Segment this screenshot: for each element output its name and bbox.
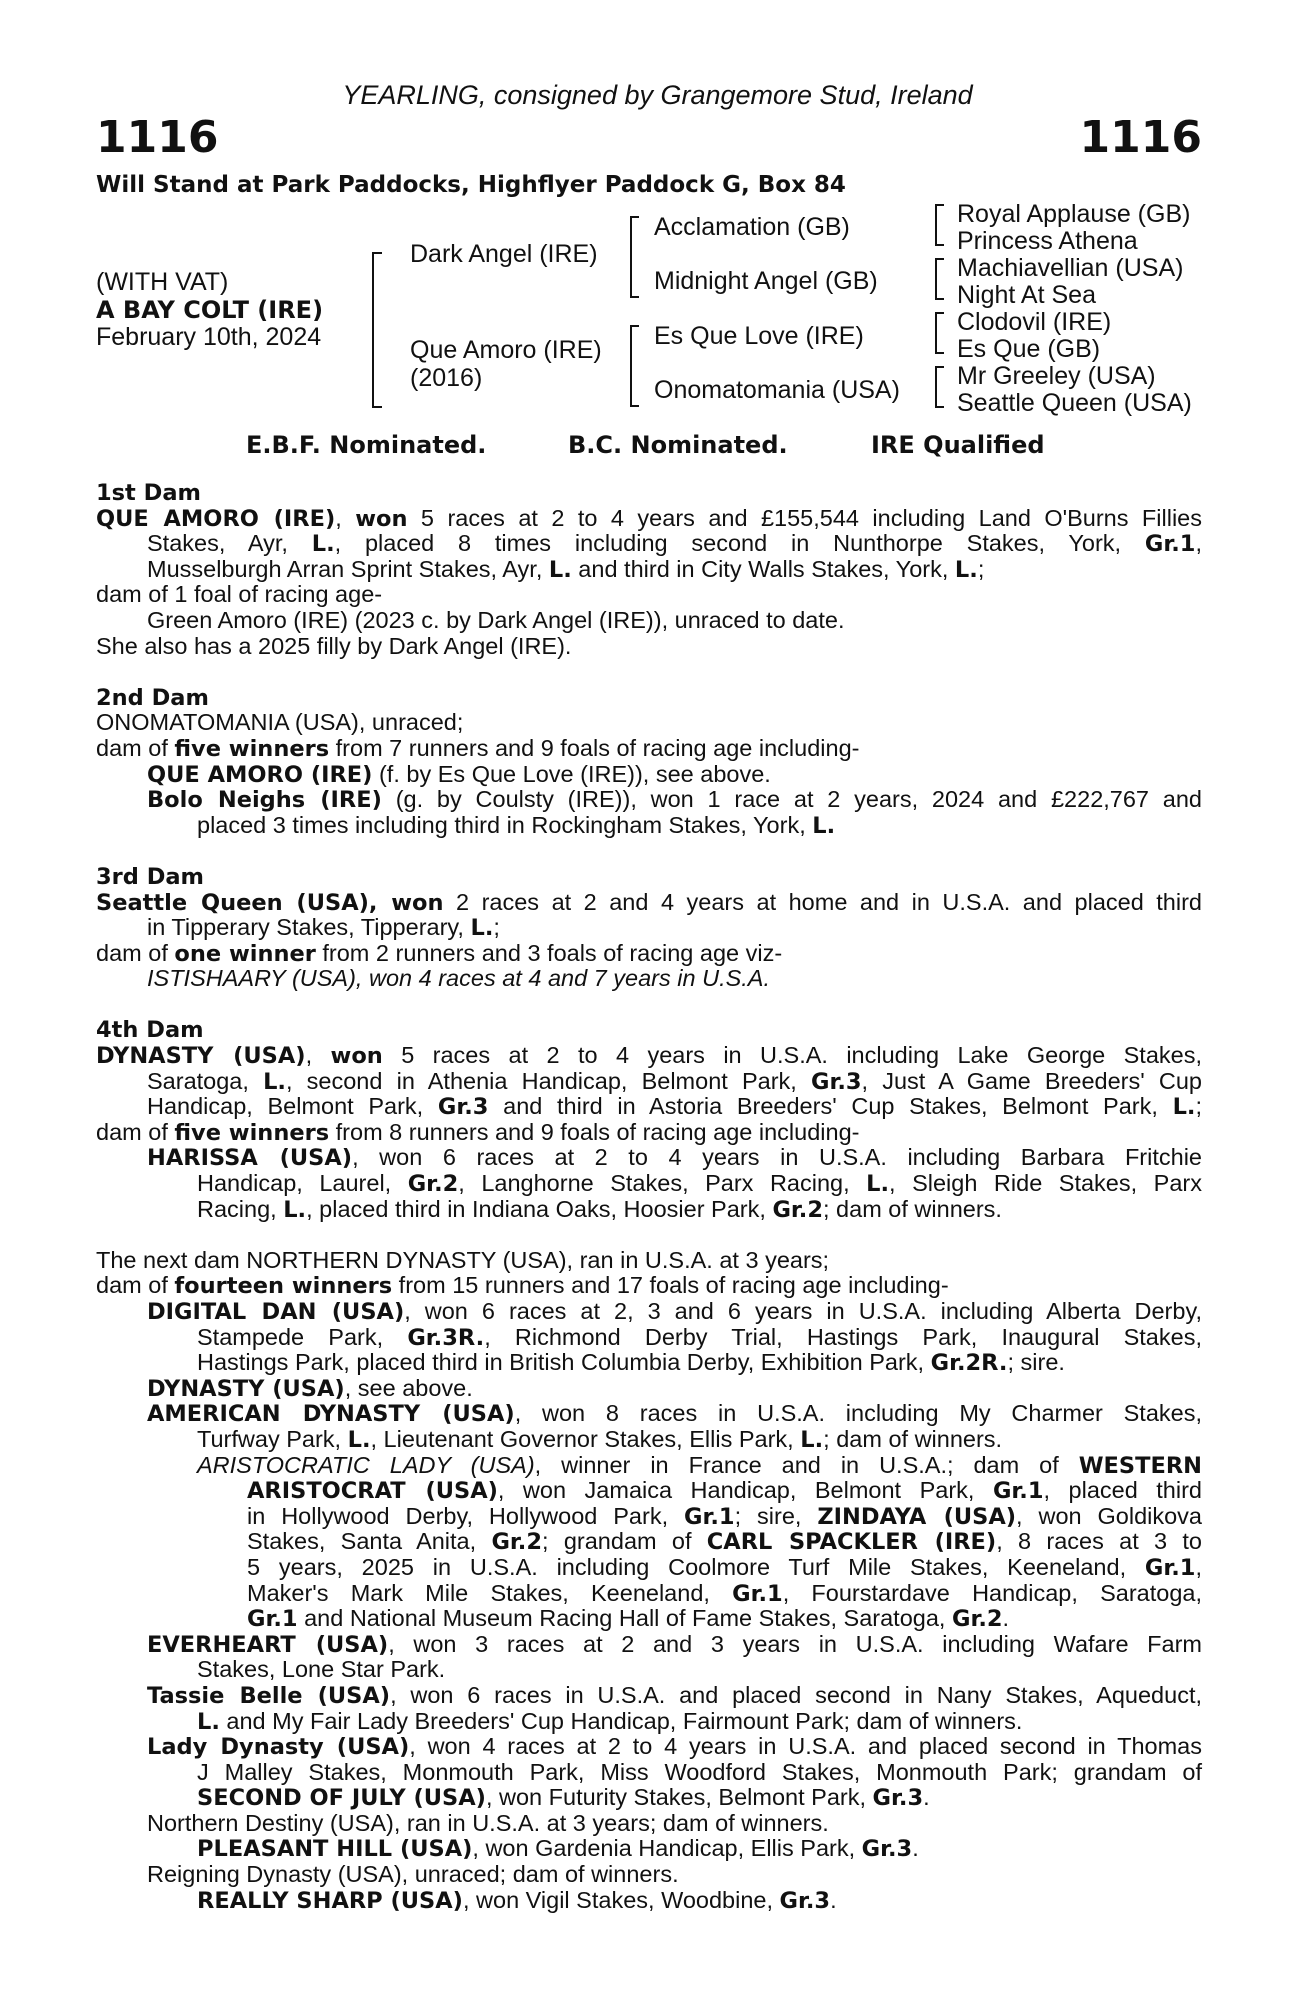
next-dam-line: Maker's Mark Mile Stakes, Keeneland, Gr.1, Fourstardave Handicap, Saratoga, bbox=[247, 1579, 1202, 1607]
next-dam-line: Northern Destiny (USA), ran in U.S.A. at 3 years; dam of winners. bbox=[147, 1809, 829, 1836]
sire-name: Dark Angel (IRE) bbox=[410, 240, 598, 268]
dam-year: (2016) bbox=[410, 364, 483, 392]
fourth-dam-line: DYNASTY (USA), won 5 races at 2 to 4 years in U.S.A. including Lake George Stakes, bbox=[96, 1042, 1203, 1070]
next-dam-line: Stakes, Santa Anita, Gr.2; grandam of CARL SPACKLER (IRE), 8 races at 3 to bbox=[247, 1528, 1202, 1556]
ped-sds: Machiavellian (USA) bbox=[957, 254, 1184, 282]
next-dam-line: J Malley Stakes, Monmouth Park, Miss Woodford Stakes, Monmouth Park; grandam of bbox=[197, 1758, 1202, 1785]
first-dam-line: She also has a 2025 filly by Dark Angel (IRE). bbox=[96, 632, 572, 659]
second-dam-line: placed 3 times including third in Rockingham Stakes, York, L. bbox=[197, 811, 836, 839]
third-dam-line: Seattle Queen (USA), won 2 races at 2 and 4 years at home and in U.S.A. and placed third bbox=[96, 888, 1202, 916]
ped-dsd: Es Que (GB) bbox=[957, 335, 1101, 363]
fourth-dam-line: Racing, L., placed third in Indiana Oaks, Hoosier Park, Gr.2; dam of winners. bbox=[197, 1195, 1002, 1223]
first-dam-heading: 1st Dam bbox=[96, 480, 201, 506]
next-dam-line: in Hollywood Derby, Hollywood Park, Gr.1; sire, ZINDAYA (USA), won Goldikova bbox=[247, 1502, 1202, 1530]
first-dam-line: Stakes, Ayr, L., placed 8 times including second in Nunthorpe Stakes, York, Gr.1, bbox=[147, 530, 1202, 558]
lot-number-right: 1116 bbox=[1079, 112, 1202, 163]
bracket-ds bbox=[935, 312, 944, 354]
dam-bracket bbox=[630, 325, 639, 407]
next-dam-line: The next dam NORTHERN DYNASTY (USA), ran in U.S.A. at 3 years; bbox=[96, 1246, 830, 1273]
fourth-dam-heading: 4th Dam bbox=[96, 1017, 204, 1044]
vat-note: (WITH VAT) bbox=[96, 268, 229, 296]
next-dam-line: Reigning Dynasty (USA), unraced; dam of winners. bbox=[147, 1861, 679, 1888]
next-dam-line: ARISTOCRATIC LADY (USA), winner in France and in U.S.A.; dam of WESTERN bbox=[197, 1451, 1202, 1479]
ped-dss: Clodovil (IRE) bbox=[957, 308, 1112, 336]
next-dam-line: DYNASTY (USA), see above. bbox=[147, 1374, 473, 1402]
next-dam-line: SECOND OF JULY (USA), won Futurity Stakes, Belmont Park, Gr.3. bbox=[197, 1784, 930, 1812]
fourth-dam-line: HARISSA (USA), won 6 races at 2 to 4 years in U.S.A. including Barbara Fritchie bbox=[147, 1144, 1202, 1172]
stand-location: Will Stand at Park Paddocks, Highflyer Paddock G, Box 84 bbox=[96, 172, 846, 198]
third-dam-heading: 3rd Dam bbox=[96, 863, 204, 890]
foaling-date: February 10th, 2024 bbox=[96, 323, 322, 351]
next-dam-line: Lady Dynasty (USA), won 4 races at 2 to 4 years in U.S.A. and placed second in Thomas bbox=[147, 1733, 1202, 1761]
fourth-dam-line: Handicap, Laurel, Gr.2, Langhorne Stakes, Parx Racing, L., Sleigh Ride Stakes, Parx bbox=[197, 1170, 1202, 1198]
next-dam-line: Stampede Park, Gr.3R., Richmond Derby Trial, Hastings Park, Inaugural Stakes, bbox=[197, 1323, 1202, 1351]
second-dam-line: QUE AMORO (IRE) (f. by Es Que Love (IRE)), see above. bbox=[147, 760, 771, 788]
next-dam-line: 5 years, 2025 in U.S.A. including Coolmore Turf Mile Stakes, Keeneland, Gr.1, bbox=[247, 1553, 1202, 1581]
bracket-dd bbox=[935, 366, 944, 408]
fourth-dam-line: Handicap, Belmont Park, Gr.3 and third in Astoria Breeders' Cup Stakes, Belmont Park, L.; bbox=[147, 1093, 1202, 1121]
ebf-nomination: E.B.F. Nominated. bbox=[246, 431, 487, 459]
next-dam-line: dam of fourteen winners from 15 runners and 17 foals of racing age including- bbox=[96, 1272, 949, 1300]
third-dam-line: ISTISHAARY (USA), won 4 races at 4 and 7 years in U.S.A. bbox=[147, 965, 771, 992]
sire-sire: Acclamation (GB) bbox=[654, 213, 850, 241]
horse-name: A BAY COLT (IRE) bbox=[96, 296, 324, 324]
second-dam-line: Bolo Neighs (IRE) (g. by Coulsty (IRE)), won 1 race at 2 years, 2024 and £222,767 and bbox=[147, 786, 1202, 814]
catalogue-text bbox=[96, 480, 1202, 1913]
next-dam-line: Hastings Park, placed third in British Columbia Derby, Exhibition Park, Gr.2R.; sire. bbox=[197, 1349, 1065, 1377]
second-dam-line: ONOMATOMANIA (USA), unraced; bbox=[96, 709, 464, 736]
second-dam-heading: 2nd Dam bbox=[96, 684, 209, 711]
next-dam-line: Tassie Belle (USA), won 6 races in U.S.A. and placed second in Nany Stakes, Aqueduct, bbox=[147, 1681, 1202, 1709]
first-dam-line: QUE AMORO (IRE), won 5 races at 2 to 4 years and £155,544 including Land O'Burns Fillies bbox=[96, 504, 1202, 532]
fourth-dam-line: Saratoga, L., second in Athenia Handicap, Belmont Park, Gr.3, Just A Game Breeders' Cup bbox=[147, 1067, 1203, 1095]
ped-ddd: Seattle Queen (USA) bbox=[957, 389, 1192, 417]
third-dam-line: dam of one winner from 2 runners and 3 foals of racing age viz- bbox=[96, 939, 783, 967]
first-dam-line: Green Amoro (IRE) (2023 c. by Dark Angel (IRE)), unraced to date. bbox=[147, 606, 845, 633]
ped-sdd: Night At Sea bbox=[957, 281, 1096, 309]
next-dam-line: REALLY SHARP (USA), won Vigil Stakes, Woodbine, Gr.3. bbox=[197, 1886, 837, 1914]
next-dam-line: PLEASANT HILL (USA), won Gardenia Handicap, Ellis Park, Gr.3. bbox=[197, 1835, 919, 1863]
next-dam-line: DIGITAL DAN (USA), won 6 races at 2, 3 and 6 years in U.S.A. including Alberta Derby, bbox=[147, 1298, 1202, 1325]
sire-dam: Midnight Angel (GB) bbox=[654, 267, 878, 295]
sire-bracket bbox=[630, 216, 639, 298]
next-dam-line: EVERHEART (USA), won 3 races at 2 and 3 years in U.S.A. including Wafare Farm bbox=[147, 1630, 1203, 1658]
bracket-sd bbox=[935, 258, 944, 300]
first-dam-line: Musselburgh Arran Sprint Stakes, Ayr, L. and third in City Walls Stakes, York, L.; bbox=[147, 555, 985, 583]
second-dam-line: dam of five winners from 7 runners and 9 foals of racing age including- bbox=[96, 734, 860, 762]
next-dam-line: L. and My Fair Lady Breeders' Cup Handicap, Fairmount Park; dam of winners. bbox=[197, 1707, 1023, 1735]
bc-nomination: B.C. Nominated. bbox=[568, 431, 788, 459]
next-dam-line: Turfway Park, L., Lieutenant Governor Stakes, Ellis Park, L.; dam of winners. bbox=[197, 1425, 1003, 1453]
next-dam-line: Gr.1 and National Museum Racing Hall of Fame Stakes, Saratoga, Gr.2. bbox=[247, 1605, 1010, 1633]
bracket-ss bbox=[935, 204, 944, 246]
next-dam-line: AMERICAN DYNASTY (USA), won 8 races in U.S.A. including My Charmer Stakes, bbox=[147, 1400, 1202, 1428]
fourth-dam-line: dam of five winners from 8 runners and 9 foals of racing age including- bbox=[96, 1118, 860, 1146]
lot-number-left: 1116 bbox=[96, 112, 219, 163]
next-dam-line: ARISTOCRAT (USA), won Jamaica Handicap, Belmont Park, Gr.1, placed third bbox=[247, 1477, 1202, 1505]
ped-dds: Mr Greeley (USA) bbox=[957, 362, 1156, 390]
dam-dam: Onomatomania (USA) bbox=[654, 376, 900, 404]
ped-sss: Royal Applause (GB) bbox=[957, 200, 1191, 228]
consignor-subtitle: YEARLING, consigned by Grangemore Stud, Ireland bbox=[342, 80, 973, 110]
dam-name: Que Amoro (IRE) bbox=[410, 336, 602, 364]
main-bracket bbox=[372, 252, 382, 408]
first-dam-line: dam of 1 foal of racing age- bbox=[96, 581, 383, 608]
ped-ssd: Princess Athena bbox=[957, 227, 1138, 255]
third-dam-line: in Tipperary Stakes, Tipperary, L.; bbox=[147, 914, 500, 942]
dam-sire: Es Que Love (IRE) bbox=[654, 322, 864, 350]
next-dam-line: Stakes, Lone Star Park. bbox=[197, 1656, 446, 1683]
ire-qualified: IRE Qualified bbox=[871, 431, 1045, 459]
